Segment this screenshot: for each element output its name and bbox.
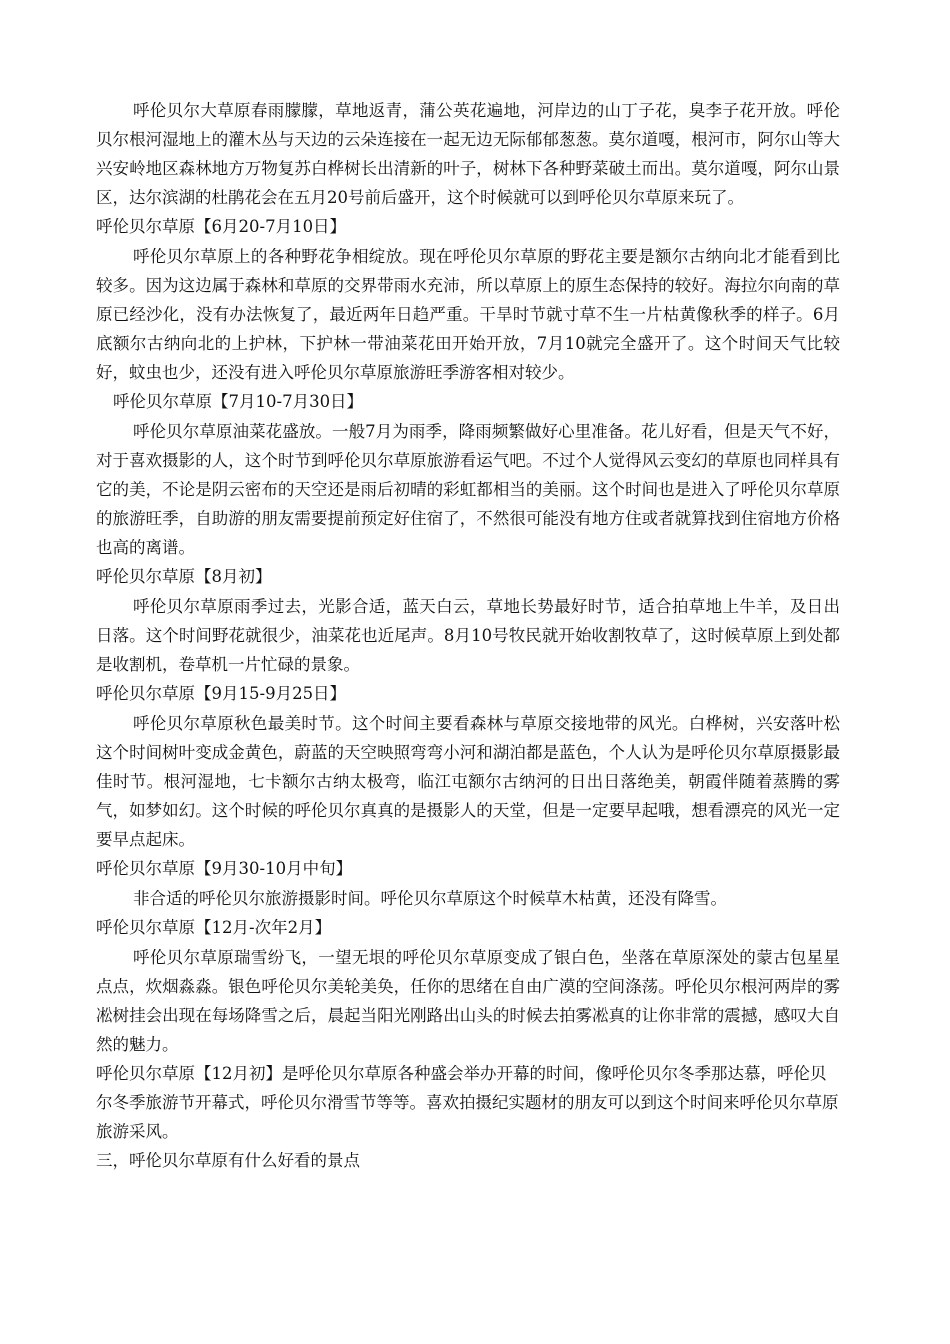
paragraph-december-text: 是呼伦贝尔草原各种盛会举办开幕的时间，像呼伦贝尔冬季那达慕，呼伦贝尔冬季旅游节开幕式，呼伦贝尔滑雪节等等。喜欢拍摄纪实题材的朋友可以到这个时间来呼伦贝尔草原旅游采风。 (96, 1064, 839, 1141)
heading-july: 呼伦贝尔草原【7月10-7月30日】 (113, 392, 364, 411)
paragraph-september: 呼伦贝尔草原秋色最美时节。这个时间主要看森林与草原交接地带的风光。白桦树，兴安落叶松这个时间树叶变成金黄色，蔚蓝的天空映照弯弯小河和湖泊都是蓝色，个人认为是呼伦贝尔草原摄影最佳时节。根河湿地，七卡额尔古纳太极弯，临江屯额尔古纳河的日出日落绝美，朝霞伴随着蒸腾的雾气，如梦如幻。这个时候的呼伦贝尔真真的是摄影人的天堂，但是一定要早起哦，想看漂亮的风光一定要早点起床。 (96, 714, 840, 849)
heading-december: 呼伦贝尔草原【12月初】 (96, 1064, 282, 1083)
paragraph-october: 非合适的呼伦贝尔旅游摄影时间。呼伦贝尔草原这个时候草木枯黄，还没有降雪。 (133, 889, 727, 908)
paragraph-spring: 呼伦贝尔大草原春雨朦朦，草地返青，蒲公英花遍地，河岸边的山丁子花，臭李子花开放。呼伦贝尔根河湿地上的灌木丛与天边的云朵连接在一起无边无际郁郁葱葱。莫尔道嘎，根河市，阿尔山等大兴安岭地区森林地方万物复苏白桦树长出清新的叶子，树林下各种野菜破土而出。莫尔道嘎，阿尔山景区，达尔滨湖的杜鹃花会在五月20号前后盛开，这个时候就可以到呼伦贝尔草原来玩了。 (96, 101, 840, 207)
paragraph-december (96, 1059, 840, 1146)
paragraph-june: 呼伦贝尔草原上的各种野花争相绽放。现在呼伦贝尔草原的野花主要是额尔古纳向北才能看到比较多。因为这边属于森林和草原的交界带雨水充沛，所以草原上的原生态保持的较好。海拉尔向南的草原已经沙化，没有办法恢复了，最近两年日趋严重。干旱时节就寸草不生一片枯黄像秋季的样子。6月底额尔古纳向北的上护林，下护林一带油菜花田开始开放，7月10就完全盛开了。这个时间天气比较好，蚊虫也少，还没有进入呼伦贝尔草原旅游旺季游客相对较少。 (96, 247, 840, 382)
paragraph-august: 呼伦贝尔草原雨季过去，光影合适，蓝天白云，草地长势最好时节，适合拍草地上牛羊，及日出日落。这个时间野花就很少，油菜花也近尾声。8月10号牧民就开始收割牧草了，这时候草原上到处都是收割机，卷草机一片忙碌的景象。 (96, 597, 840, 674)
heading-june: 呼伦贝尔草原【6月20-7月10日】 (96, 217, 347, 236)
heading-september: 呼伦贝尔草原【9月15-9月25日】 (96, 684, 347, 703)
document-page (96, 96, 840, 1176)
heading-august: 呼伦贝尔草原【8月初】 (96, 567, 272, 586)
section-heading-three: 三，呼伦贝尔草原有什么好看的景点 (96, 1151, 360, 1170)
heading-october: 呼伦贝尔草原【9月30-10月中旬】 (96, 859, 353, 878)
paragraph-winter: 呼伦贝尔草原瑞雪纷飞，一望无垠的呼伦贝尔草原变成了银白色，坐落在草原深处的蒙古包星星点点，炊烟淼淼。银色呼伦贝尔美轮美奂，任你的思绪在自由广漠的空间涤荡。呼伦贝尔根河两岸的雾凇树挂会出现在每场降雪之后，晨起当阳光刚路出山头的时候去拍雾凇真的让你非常的震撼，感叹大自然的魅力。 (96, 948, 840, 1054)
heading-winter: 呼伦贝尔草原【12月-次年2月】 (96, 918, 332, 937)
paragraph-july: 呼伦贝尔草原油菜花盛放。一般7月为雨季，降雨频繁做好心里准备。花儿好看，但是天气不好，对于喜欢摄影的人，这个时节到呼伦贝尔草原旅游看运气吧。不过个人觉得风云变幻的草原也同样具有它的美，不论是阴云密布的天空还是雨后初晴的彩虹都相当的美丽。这个时间也是进入了呼伦贝尔草原的旅游旺季，自助游的朋友需要提前预定好住宿了，不然很可能没有地方住或者就算找到住宿地方价格也高的离谱。 (96, 422, 840, 557)
